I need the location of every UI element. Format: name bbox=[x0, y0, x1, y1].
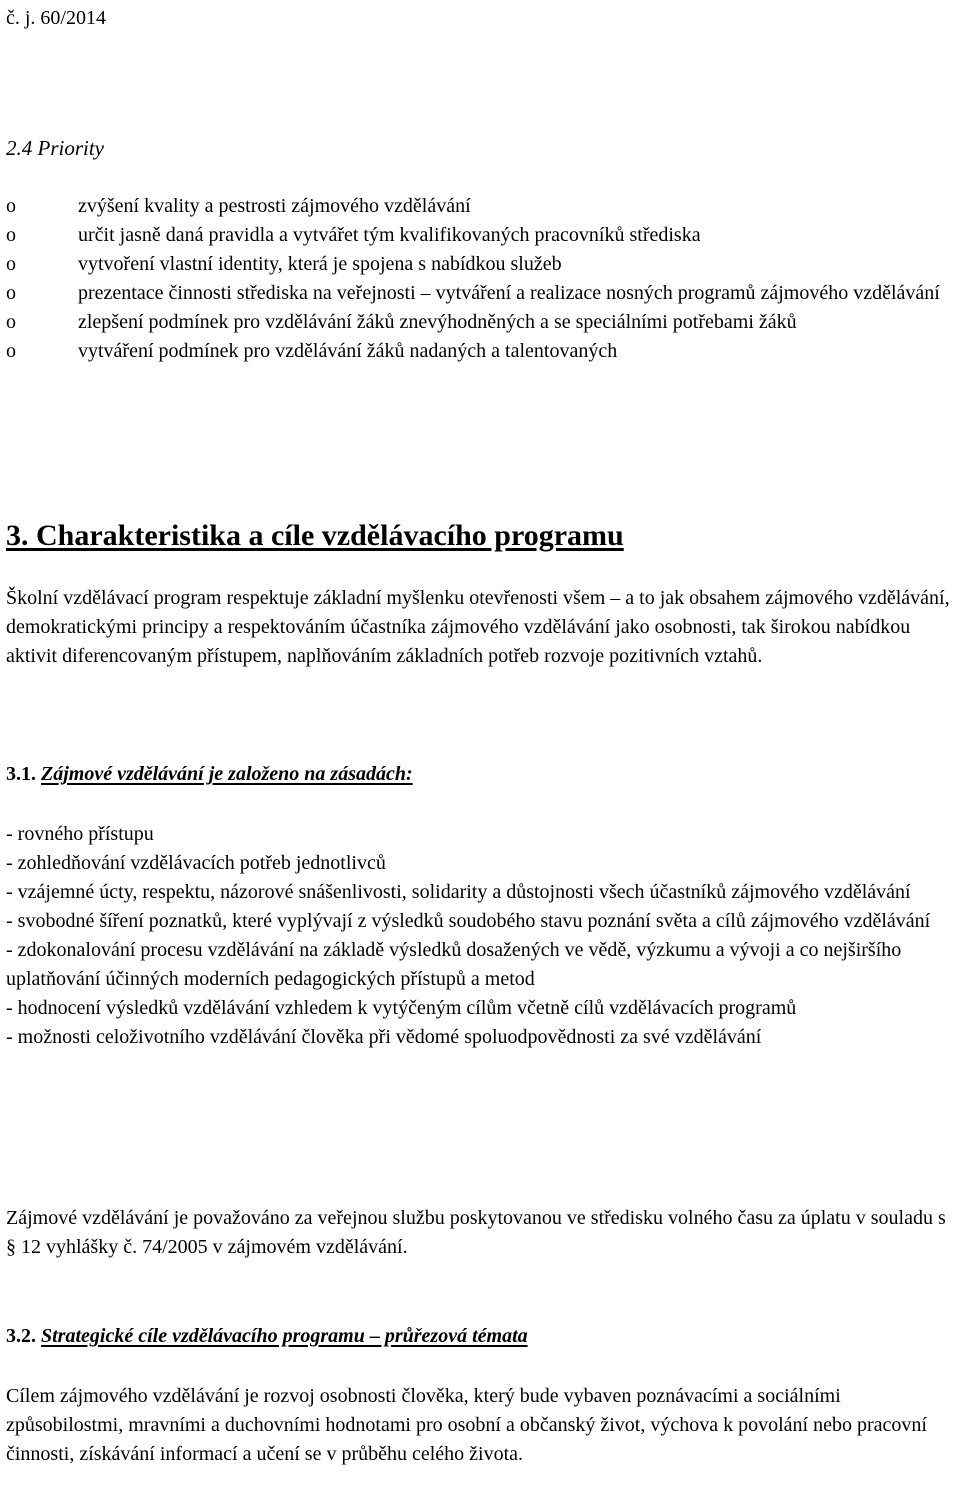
section-3-2-title: Strategické cíle vzdělávacího programu – průřezová témata bbox=[41, 1325, 528, 1347]
bullet-marker: o bbox=[6, 311, 16, 333]
priority-text: určit jasně daná pravidla a vytvářet tým kvalifikovaných pracovníků střediska bbox=[78, 224, 701, 246]
section-3-1-heading bbox=[6, 760, 413, 789]
priority-item bbox=[6, 337, 956, 366]
document-reference-number: č. j. 60/2014 bbox=[6, 7, 106, 29]
section-3-paragraph: Školní vzdělávací program respektuje základní myšlenku otevřenosti všem – a to jak obsahem zájmového vzdělávání, demokratickými principy a respektováním účastníka zájmového vzdělávání jako osobnosti, tak širokou nabídkou aktivit diferencovaným přístupem, naplňováním základních potřeb rozvoje pozitivních vztahů. bbox=[6, 587, 950, 667]
principle-item: - možnosti celoživotního vzdělávání člověka při vědomé spoluodpovědnosti za své vzdělávání bbox=[6, 1026, 762, 1048]
bullet-marker: o bbox=[6, 195, 16, 217]
priority-item bbox=[6, 308, 956, 337]
priority-text: zlepšení podmínek pro vzdělávání žáků znevýhodněných a se speciálními potřebami žáků bbox=[78, 311, 797, 333]
principle-item: - zohledňování vzdělávacích potřeb jednotlivců bbox=[6, 852, 386, 874]
priority-item bbox=[6, 192, 956, 221]
principle-item: - rovného přístupu bbox=[6, 823, 154, 845]
priority-text: prezentace činnosti střediska na veřejnosti – vytváření a realizace nosných programů zájmového vzdělávání bbox=[78, 282, 940, 304]
section-3-1-number: 3.1. bbox=[6, 763, 36, 785]
priority-text: zvýšení kvality a pestrosti zájmového vzdělávání bbox=[78, 195, 471, 217]
priority-item bbox=[6, 279, 956, 308]
priorities-list bbox=[6, 192, 956, 366]
section-3-2-heading bbox=[6, 1322, 528, 1351]
bullet-marker: o bbox=[6, 282, 16, 304]
section-3-2-paragraph: Cílem zájmového vzdělávání je rozvoj osobnosti člověka, který bude vybaven poznávacími a sociálními způsobilostmi, mravními a duchovními hodnotami pro osobní a občanský život, výchova k povolání nebo pracovní činnosti, získávání informací a učení se v průběhu celého života. bbox=[6, 1385, 927, 1465]
section-3-1-title: Zájmové vzdělávání je založeno na zásadách: bbox=[41, 763, 413, 785]
priority-text: vytvoření vlastní identity, která je spojena s nabídkou služeb bbox=[78, 253, 562, 275]
bullet-marker: o bbox=[6, 253, 16, 275]
section-3-2-number: 3.2. bbox=[6, 1325, 36, 1347]
principle-item: - hodnocení výsledků vzdělávání vzhledem k vytýčeným cílům včetně cílů vzdělávacích programů bbox=[6, 997, 797, 1019]
principle-item: - zdokonalování procesu vzdělávání na základě výsledků dosažených ve vědě, výzkumu a vývoji a co nejširšího uplatňování účinných moderních pedagogických přístupů a metod bbox=[6, 939, 902, 990]
public-service-paragraph: Zájmové vzdělávání je považováno za veřejnou službu poskytovanou ve středisku volného času za úplatu v souladu s § 12 vyhlášky č. 74/2005 v zájmovém vzdělávání. bbox=[6, 1207, 946, 1258]
principle-item: - svobodné šíření poznatků, které vyplývají z výsledků soudobého stavu poznání světa a cílů zájmového vzdělávání bbox=[6, 910, 931, 932]
bullet-marker: o bbox=[6, 224, 16, 246]
priority-item bbox=[6, 250, 956, 279]
section-2-4-heading: 2.4 Priority bbox=[6, 136, 104, 160]
priority-item bbox=[6, 221, 956, 250]
section-3-heading: 3. Charakteristika a cíle vzdělávacího programu bbox=[6, 519, 624, 552]
priority-text: vytváření podmínek pro vzdělávání žáků nadaných a talentovaných bbox=[78, 340, 618, 362]
principles-list bbox=[6, 820, 946, 1052]
principle-item: - vzájemné úcty, respektu, názorové snášenlivosti, solidarity a důstojnosti všech účastníků zájmového vzdělávání bbox=[6, 881, 911, 903]
bullet-marker: o bbox=[6, 340, 16, 362]
